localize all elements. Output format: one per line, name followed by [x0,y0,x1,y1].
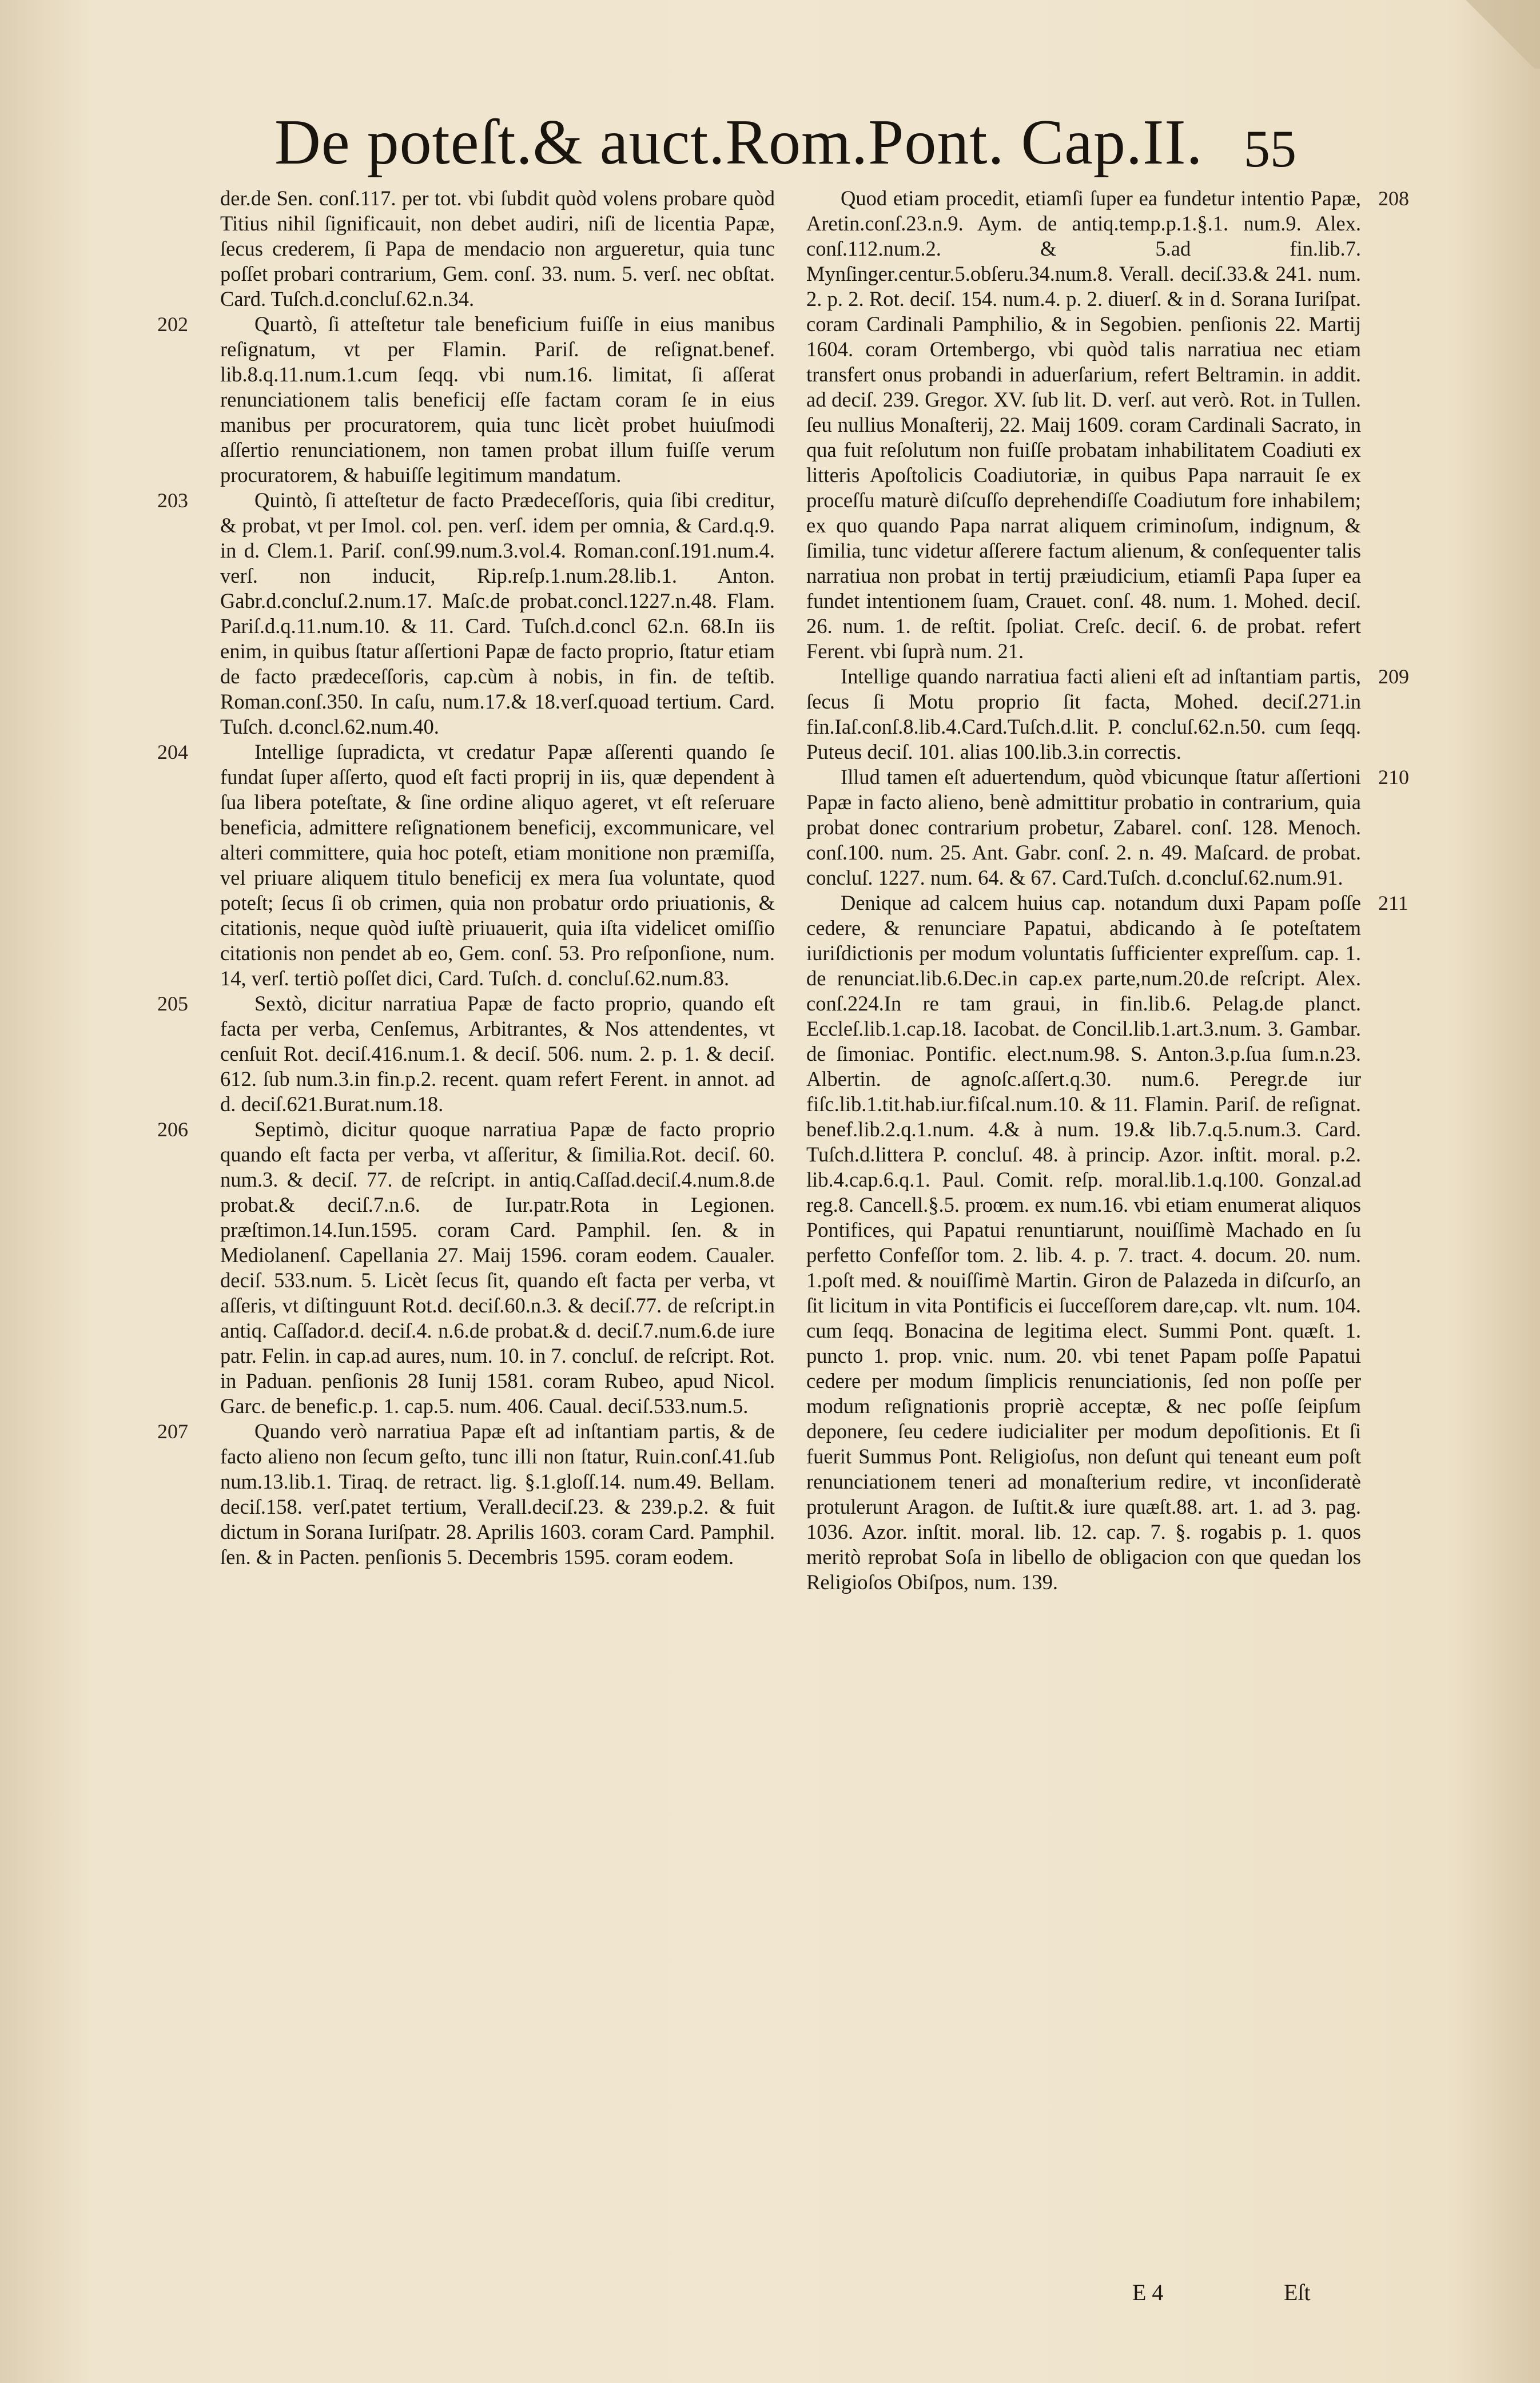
paragraph [157,1117,775,1419]
right-column [806,186,1409,1595]
paragraph-text: Quando verò narratiua Papæ eſt ad inſtantiam partis, & de facto alieno non ſecum geſto, tunc illi non ſtatur, Ruin.conſ.41.ſub num.13.lib.1. Tiraq. de retract. lig. §.1.gloſſ.14. num.49. Bellam. deciſ.158. verſ.patet tertium, Verall.deciſ.23. & 239.p.2. & fuit dictum in Sorana Iuriſpatr. 28. Aprilis 1603. coram Card. Pamphil. ſen. & in Pacten. penſionis 5. Decembris 1595. coram eodem. [220,1419,775,1569]
paragraph-text: Quartò, ſi atteſtetur tale beneficium fuiſſe in eius manibus reſignatum, vt per Flamin. Pariſ. de reſignat.benef. lib.8.q.11.num.1.cum ſeqq. vbi num.16. limitat, ſi aſſerat renunciationem talis beneficij eſſe factam coram ſe in eius manibus per procuratorem, quia tunc licèt probet huiuſmodi aſſertio renunciationem, non tamen probat illum fuiſſe verum procuratorem, & habuiſſe legitimum mandatum. [220,312,775,487]
signature-mark: E 4 [1132,2279,1164,2305]
margin-number: 204 [157,741,188,763]
margin-number: 211 [1378,892,1408,914]
paragraph-text: Quintò, ſi atteſtetur de facto Prædeceſſoris, quia ſibi creditur, & probat, vt per Imol. col. pen. verſ. idem per omnia, & Card.q.9. in d. Clem.1. Pariſ. conſ.99.num.3.vol.4. Roman.conſ.191.num.4. verſ. non inducit, Rip.reſp.1.num.28.lib.1. Anton. Gabr.d.concluſ.2.num.17. Maſc.de probat.concl.1227.n.48. Flam. Pariſ.d.q.11.num.10. & 11. Card. Tuſch.d.concl 62.n. 68.In iis enim, in quibus ſtatur aſſertioni Papæ de facto proprio, ſtatur etiam de facto prædeceſſoris, cap.cùm à nobis, in fin. de teſtib. Roman.conſ.350. In caſu, num.17.& 18.verſ.quoad tertium. Card. Tuſch. d.concl.62.num.40. [220,488,775,738]
paragraph [806,664,1409,765]
paragraph-text: Intellige quando narratiua facti alieni eſt ad inſtantiam partis, ſecus ſi Motu proprio ſit facta, Mohed. deciſ.271.in fin.Iaſ.conſ.8.lib.4.Card.Tuſch.d.lit. P. concluſ.62.n.50. cum ſeqq. Puteus deciſ. 101. alias 100.lib.3.in correctis. [806,665,1361,763]
paragraph [806,186,1409,664]
paragraph [157,1419,775,1570]
catchword: Eſt [1284,2279,1311,2305]
paragraph-text: Intellige ſupradicta, vt credatur Papæ aſſerenti quando ſe fundat ſuper aſſerto, quod eſt facti proprij in iis, quæ dependent à ſua libera poteſtate, & ſine ordine aliquo ageret, vt eſt reſeruare beneficia, admittere reſignationem beneficij, excommunicare, vel alteri committere, quia hoc poteſt, etiam monitione non præmiſſa, vel priuare aliquem titulo beneficij ex mera ſua voluntate, quod poteſt; ſecus ſi ob crimen, quia non probatur ordo priuationis, & citationis, neque quòd iuſtè priuauerit, quia iſta videlicet omiſſio citationis non pendet ab eo, Gem. conſ. 53. Pro reſponſione, num. 14, verſ. tertiò poſſet dici, Card. Tuſch. d. concluſ.62.num.83. [220,740,775,990]
margin-number: 207 [157,1420,188,1443]
margin-number: 206 [157,1118,188,1141]
paragraph [806,890,1408,1595]
margin-number: 205 [157,992,188,1015]
margin-number: 208 [1378,187,1409,210]
margin-number: 210 [1378,766,1409,789]
margin-number: 202 [157,313,188,336]
paragraph-text: der.de Sen. conſ.117. per tot. vbi ſubdit quòd volens probare quòd Titius nihil ſignificauit, non debet audiri, niſi de licentia Papæ, ſecus crederem, ſi Papa de mendacio non argueretur, quia tunc poſſet probari contrarium, Gem. conſ. 33. num. 5. verſ. nec obſtat. Card. Tuſch.d.concluſ.62.n.34. [220,186,775,311]
left-column [157,186,775,1570]
margin-number: 209 [1378,665,1409,688]
page-corner-fold [1460,0,1540,69]
page-number: 55 [1244,120,1296,178]
paragraph [157,488,775,739]
paragraph [220,186,775,312]
paragraph-text: Illud tamen eſt aduertendum, quòd vbicunque ſtatur aſſertioni Papæ in facto alieno, benè admittitur probatio in contrarium, quia probat donec contrarium probetur, Zabarel. conſ. 128. Menoch. conſ.100. num. 25. Ant. Gabr. conſ. 2. n. 49. Maſcard. de probat. concluſ. 1227. num. 64. & 67. Card.Tuſch. d.concluſ.62.num.91. [806,765,1361,889]
paragraph [157,739,775,991]
paragraph [157,991,775,1117]
paragraph [806,765,1409,890]
paragraph-text: Quod etiam procedit, etiamſi ſuper ea fundetur intentio Papæ, Aretin.conſ.23.n.9. Aym. de antiq.temp.p.1.§.1. num.9. Alex. conſ.112.num.2. & 5.ad fin.lib.7. Mynſinger.centur.5.obſeru.34.num.8. Verall. deciſ.33.& 241. num. 2. p. 2. Rot. deciſ. 154. num.4. p. 2. diuerſ. & in d. Sorana Iuriſpat. coram Cardinali Pamphilio, & in Segobien. penſionis 22. Martij 1604. coram Ortembergo, vbi quòd talis narratiua nec etiam transfert onus probandi in aduerſarium, refert Beltramin. in addit. ad deciſ. 239. Gregor. XV. ſub lit. D. verſ. aut verò. Rot. in Tullen. ſeu nullius Monaſterij, 22. Maij 1609. coram Cardinali Sacrato, in qua fuit reſolutum non fuiſſe probatam inhabilitatem Coadiuti ex litteris Apoſtolicis Coadiutoriæ, in quibus Papa narrauit ſe ex proceſſu maturè diſcuſſo deprehendiſſe Coadiutum fore inhabilem; ex quo quando Papa narrat aliquem criminoſum, indignum, & ſimilia, tunc videtur aſſerere factum alienum, & conſequenter talis narratiua non probat in tertij præiudicium, etiamſi Papa ſuper ea fundet intentionem ſuam, Crauet. conſ. 48. num. 1. Mohed. deciſ. 26. num. 1. de reſtit. ſpoliat. Creſc. deciſ. 6. de probat. refert Ferent. vbi ſuprà num. 21. [806,186,1361,663]
paragraph [157,312,775,488]
page-footer [0,2279,1540,2313]
paragraph-text: Sextò, dicitur narratiua Papæ de facto proprio, quando eſt facta per verba, Cenſemus, Arbitrantes, & Nos attendentes, vt cenſuit Rot. deciſ.416.num.1. & deciſ. 506. num. 2. p. 1. & deciſ. 612. ſub num.3.in fin.p.2. recent. quam refert Ferent. in annot. ad d. deciſ.621.Burat.num.18. [220,992,775,1116]
running-head [0,106,1540,186]
paragraph-text: Septimò, dicitur quoque narratiua Papæ de facto proprio quando eſt facta per verba, vt aſſeritur, & ſimilia.Rot. deciſ. 60. num.3. & deciſ. 77. de reſcript. in antiq.Caſſad.deciſ.4.num.8.de probat.& deciſ.7.n.6. de Iur.patr.Rota in Legionen. præſtimon.14.Iun.1595. coram Card. Pamphil. ſen. & in Mediolanenſ. Capellania 27. Maij 1596. coram eodem. Caualer. deciſ. 533.num. 5. Licèt ſecus ſit, quando eſt facta per verba, vt aſſeris, vt diſtinguunt Rot.d. deciſ.60.n.3. & deciſ.77. de reſcript.in antiq. Caſſador.d. deciſ.4. n.6.de probat.& d. deciſ.7.num.6.de iure patr. Felin. in cap.ad aures, num. 10. in 7. concluſ. de reſcript. Rot. in Paduan. penſionis 28 Iunij 1581. coram Rubeo, apud Nicol. Garc. de benefic.p. 1. cap.5. num. 406. Caual. deciſ.533.num.5. [220,1117,775,1418]
margin-number: 203 [157,489,188,512]
running-title: De poteſt.& auct.Rom.Pont. Cap.II. [274,107,1203,178]
paragraph-text: Denique ad calcem huius cap. notandum duxi Papam poſſe cedere, & renunciare Papatui, abdicando à ſe poteſtatem iuriſdictionis per modum voluntatis ſufficienter expreſſum. cap. 1. de renunciat.lib.6.Dec.in cap.ex parte,num.20.de reſcript. Alex. conſ.224.In re tam graui, in fin.lib.6. Pelag.de planct. Eccleſ.lib.1.cap.18. Iacobat. de Concil.lib.1.art.3.num. 3. Gambar. de ſimoniac. Pontific. elect.num.98. S. Anton.3.p.ſua ſum.n.23. Albertin. de agnoſc.aſſert.q.30. num.6. Peregr.de iur fiſc.lib.1.tit.hab.iur.fiſcal.num.10. & 11. Flamin. Pariſ. de reſignat. benef.lib.2.q.1.num. 4.& à num. 19.& lib.7.q.5.num.3. Card. Tuſch.d.littera P. concluſ. 48. à princip. Azor. inſtit. moral. p.2. lib.4.cap.6.q.1. Paul. Comit. reſp. moral.lib.1.q.100. Gonzal.ad reg.8. Cancell.§.5. proœm. ex num.16. vbi etiam enumerat aliquos Pontifices, qui Papatui renuntiarunt, nouiſſimè Machado en ſu perfetto Confeſſor tom. 2. lib. 4. p. 7. tract. 4. docum. 20. num. 1.poſt med. & nouiſſimè Martin. Giron de Palazeda in diſcurſo, an ſit licitum in vita Pontificis ei ſucceſſorem dare,cap. vlt. num. 104. cum ſeqq. Bonacina de legitima elect. Summi Pont. quæſt. 1. puncto 1. prop. vnic. num. 20. vbi tenet Papam poſſe Papatui cedere per modum ſimplicis renunciationis, ſed non poſſe per modum reſignationis propriè acceptæ, & nec poſſe ſeipſum deponere, ſeu cedere iudicialiter per modum depoſitionis. Et ſi fuerit Summus Pont. Religioſus, non deſunt qui teneant eum poſt renunciationem teneri ad monaſterium redire, vt inconſideratè protulerunt Aragon. de Iuſtit.& iure quæſt.88. art. 1. ad 3. pag. 1036. Azor. inſtit. moral. lib. 12. cap. 7. §. rogabis p. 1. quos meritò reprobat Soſa in libello de obligacion con que quedan los Religioſos Obiſpos, num. 139. [806,891,1361,1594]
